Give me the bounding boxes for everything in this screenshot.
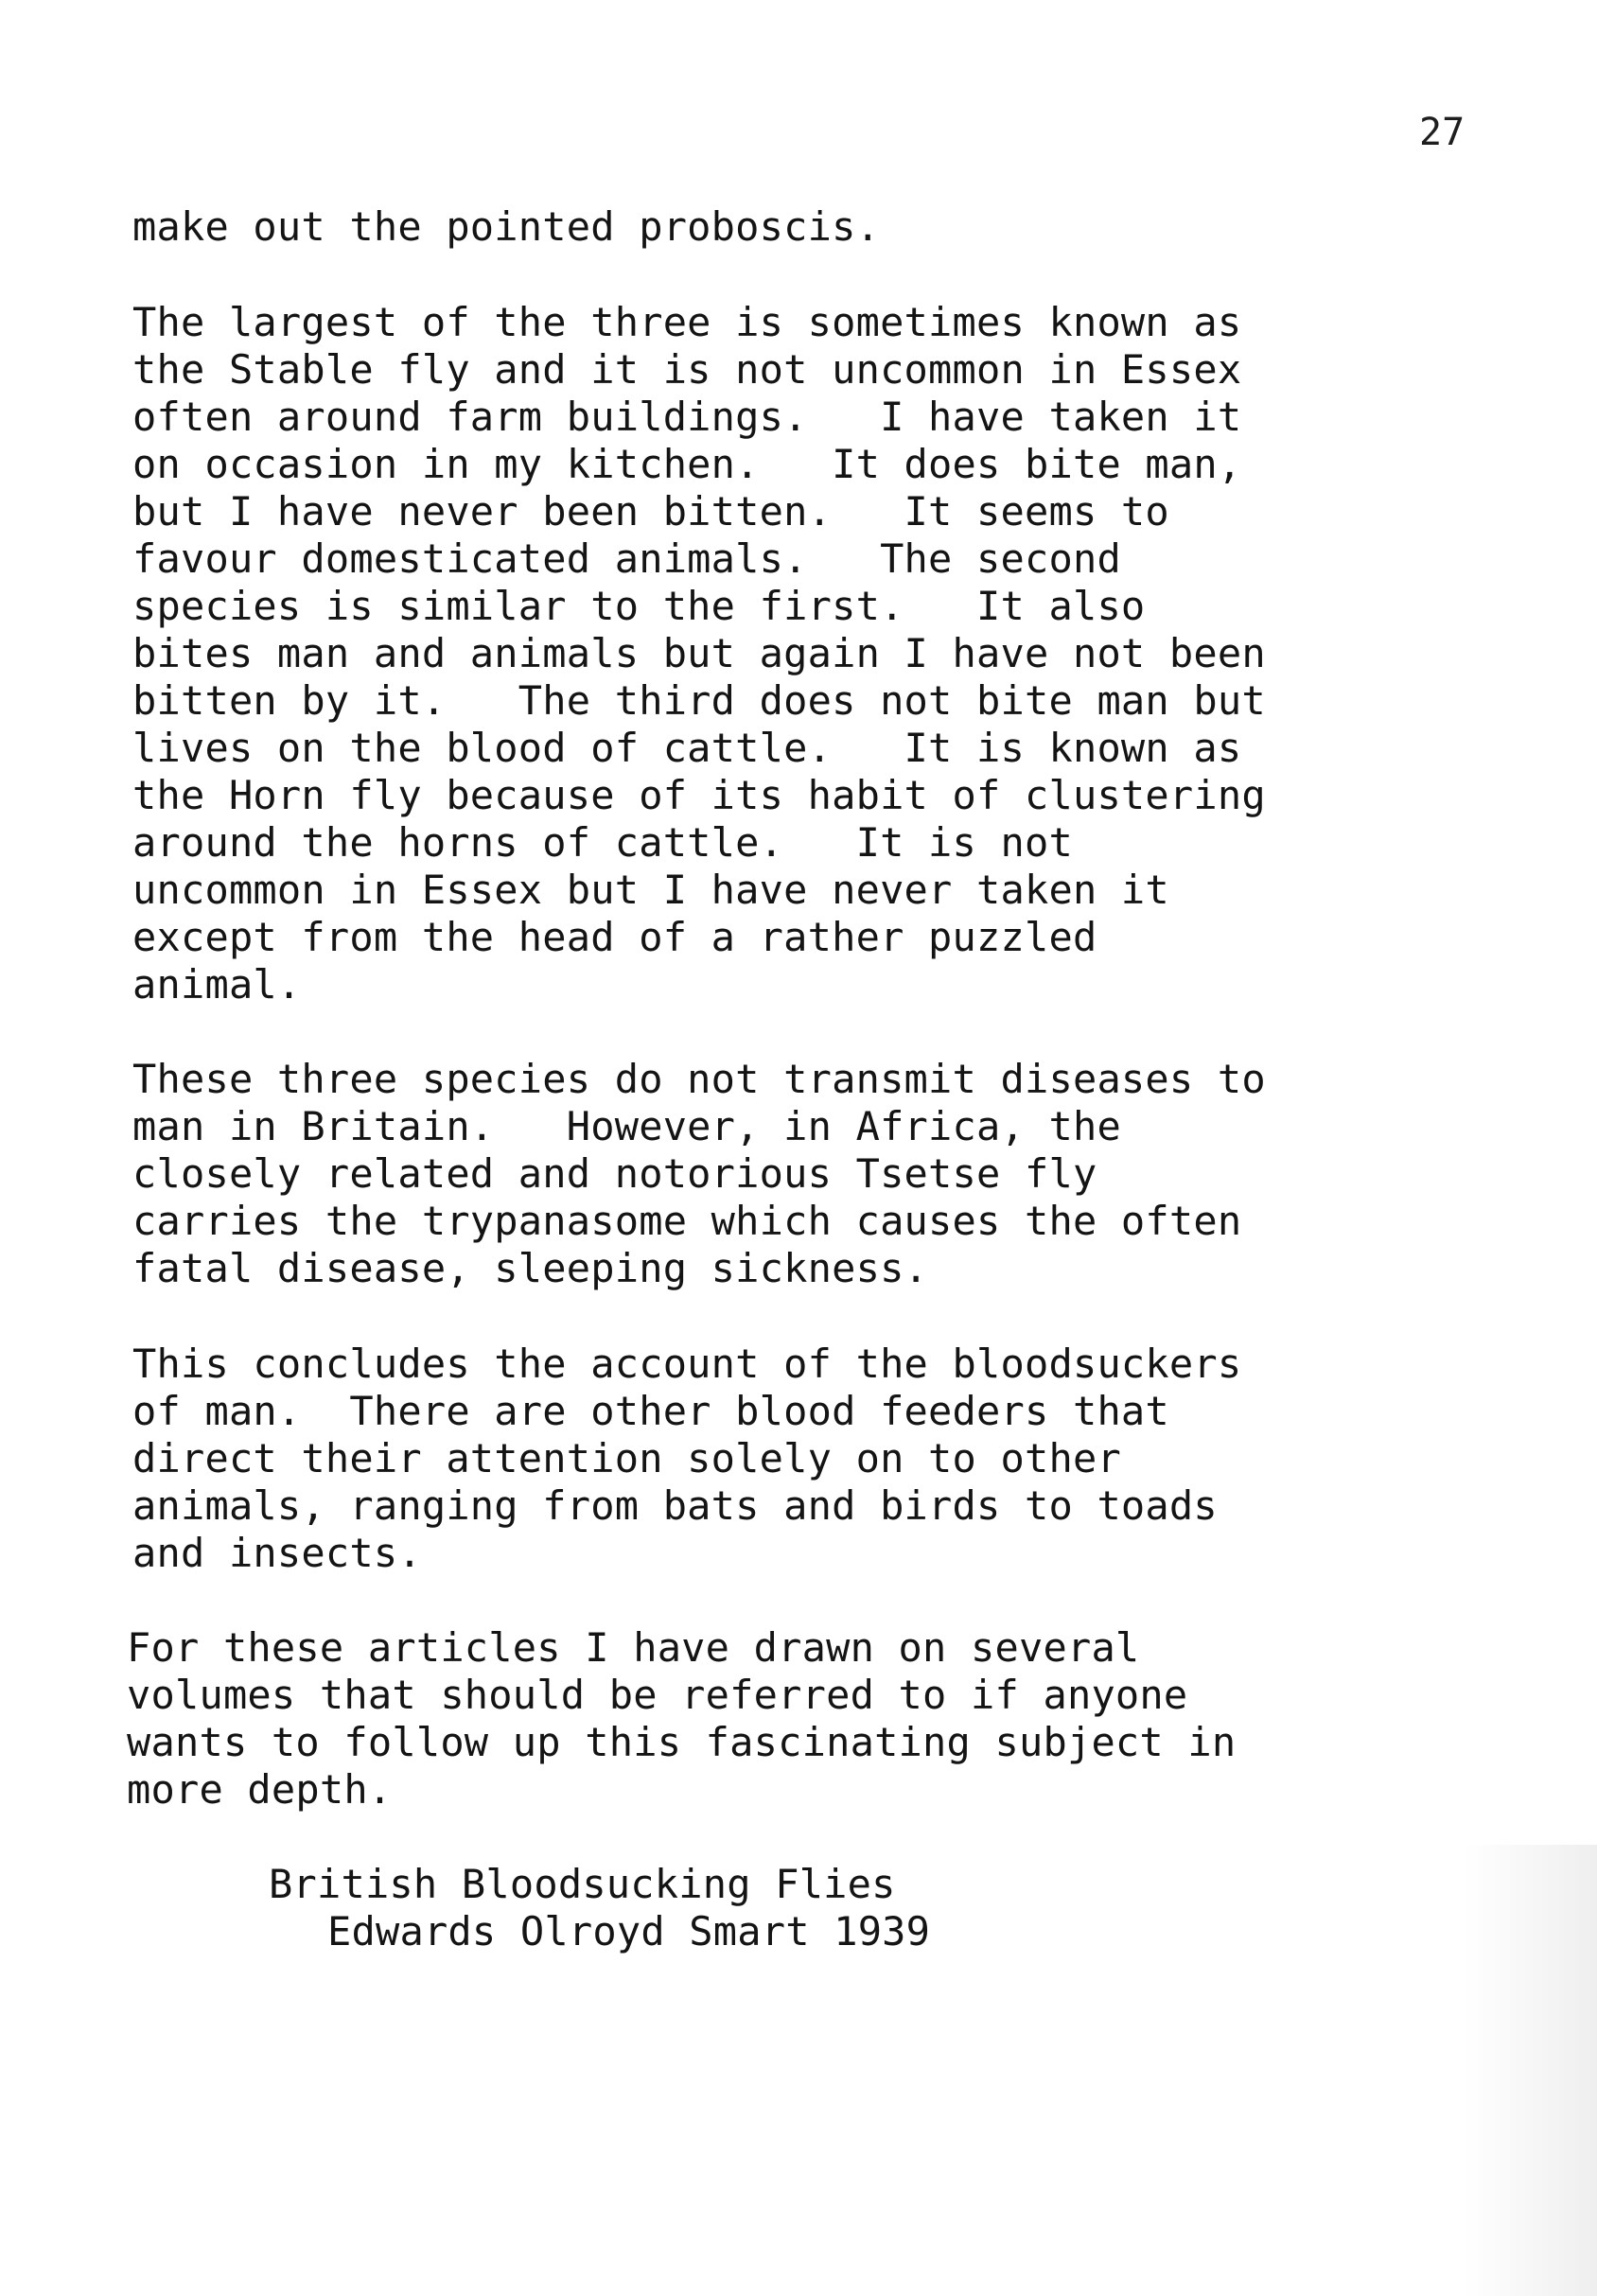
text-line: bitten by it. The third does not bite man but bbox=[132, 677, 1266, 724]
text-line: volumes that should be referred to if anyone bbox=[127, 1672, 1188, 1718]
text-line: closely related and notorious Tsetse fly bbox=[132, 1150, 1097, 1197]
text-line: animals, ranging from bats and birds to toads bbox=[132, 1482, 1218, 1529]
text-line: lives on the blood of cattle. It is known as bbox=[132, 725, 1242, 771]
text-line: This concludes the account of the bloodsuckers bbox=[132, 1341, 1242, 1387]
text-line: species is similar to the first. It also bbox=[132, 583, 1146, 629]
text-line: often around farm buildings. I have taken it bbox=[132, 394, 1242, 440]
text-line: bites man and animals but again I have not been bbox=[132, 630, 1266, 676]
text-line: but I have never been bitten. It seems to bbox=[132, 488, 1169, 535]
text-line: wants to follow up this fascinating subject in bbox=[127, 1719, 1237, 1765]
text-line: The largest of the three is sometimes known as bbox=[132, 299, 1242, 345]
page-number: 27 bbox=[1419, 111, 1465, 154]
text-line: These three species do not transmit diseases to bbox=[132, 1056, 1266, 1102]
reference-author: Edwards Olroyd Smart 1939 bbox=[327, 1908, 931, 1954]
text-line: of man. There are other blood feeders that bbox=[132, 1388, 1169, 1434]
text-line: favour domesticated animals. The second bbox=[132, 535, 1121, 582]
text-line: direct their attention solely on to other bbox=[132, 1435, 1121, 1481]
text-line: more depth. bbox=[127, 1766, 393, 1813]
text-line: and insects. bbox=[132, 1530, 422, 1576]
text-line: make out the pointed proboscis. bbox=[132, 203, 881, 250]
text-line: the Stable fly and it is not uncommon in Essex bbox=[132, 346, 1242, 393]
text-line: carries the trypanasome which causes the often bbox=[132, 1198, 1242, 1244]
text-line: on occasion in my kitchen. It does bite man, bbox=[132, 441, 1242, 487]
page-edge-shadow bbox=[1465, 1845, 1597, 2296]
text-line: around the horns of cattle. It is not bbox=[132, 819, 1073, 866]
text-line: For these articles I have drawn on several bbox=[127, 1624, 1140, 1671]
text-line: uncommon in Essex but I have never taken it bbox=[132, 867, 1169, 913]
text-line: except from the head of a rather puzzled bbox=[132, 914, 1097, 960]
text-line: animal. bbox=[132, 961, 302, 1008]
text-line: fatal disease, sleeping sickness. bbox=[132, 1245, 929, 1291]
text-line: man in Britain. However, in Africa, the bbox=[132, 1103, 1121, 1149]
reference-title: British Bloodsucking Flies bbox=[269, 1861, 896, 1907]
text-line: the Horn fly because of its habit of clustering bbox=[132, 772, 1266, 818]
